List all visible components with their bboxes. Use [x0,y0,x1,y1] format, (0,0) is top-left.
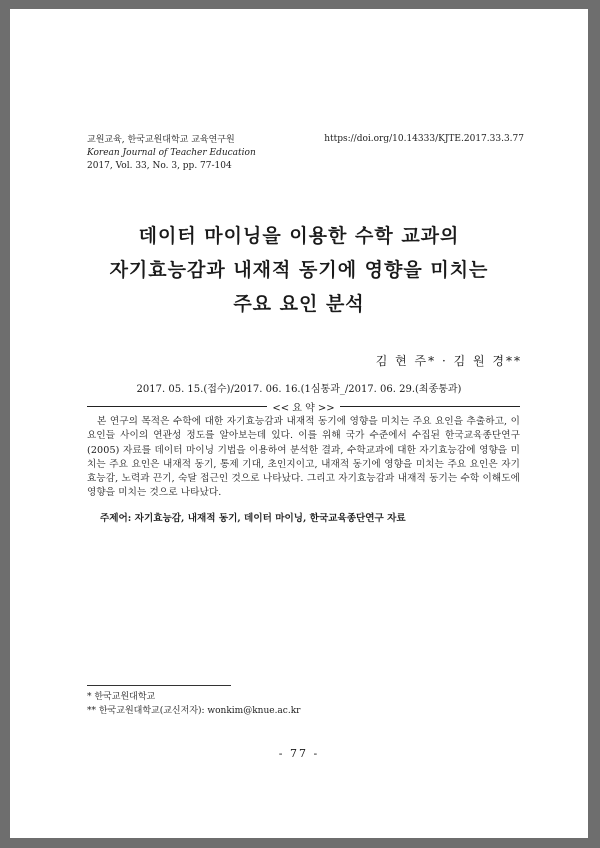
footnotes [87,690,300,718]
publisher-line: 교원교육, 한국교원대학교 교육연구원 [87,135,235,145]
paper-title [10,219,588,321]
abstract-heading [87,399,520,413]
page-number: - 77 - [278,747,320,760]
journal-name: Korean Journal of Teacher Education [87,148,256,158]
abstract-text: 본 연구의 목적은 수학에 대한 자기효능감과 내재적 동기에 영향을 미치는 주요 요인을 추출하고, 이 요인들 사이의 연관성 정도를 알아보는데 있다. 이를 위해 국가 수준에서 수집된 한국교육종단연구(2005) 자료를 데이터 마이닝 기법을 이용하여 분석한 결과, 수학교과에 대한 자기효능감에 영향을 미치는 주요 요인은 내재적 동기, 통제 기대, 초인지이고, 내재적 동기에 영향을 미치는 주요 요인은 자기효능감, 노력과 끈기, 숙달 접근인 것으로 나타났다. 그리고 자기효능감과 내재적 동기는 수학 이해도에 영향을 미치는 것으로 나타났다. [87,416,520,499]
title-line-2: 자기효능감과 내재적 동기에 영향을 미치는 [109,259,489,281]
title-line-1: 데이터 마이닝을 이용한 수학 교과의 [138,225,460,247]
journal-header [87,134,256,173]
volume-info: 2017, Vol. 33, No. 3, pp. 77-104 [87,161,232,171]
footnote-1: * 한국교원대학교 [87,692,156,702]
abstract-heading-label: << 요 약 >> [272,403,335,414]
footnote-2: ** 한국교원대학교(교신저자): wonkim@knue.ac.kr [87,706,301,716]
footnote-rule [87,685,231,686]
submission-dates: 2017. 05. 15.(접수)/2017. 06. 16.(1심통과_/2017. 06. 29.(최종통과) [136,384,462,395]
keywords: 주제어: 자기효능감, 내재적 동기, 데이터 마이닝, 한국교육종단연구 자료 [100,513,406,524]
heading-rule-right [340,406,520,407]
doi-link[interactable]: https://doi.org/10.14333/KJTE.2017.33.3.77 [324,134,524,144]
paper-page [10,9,588,838]
author-names: 김 현 주* · 김 원 경** [375,354,522,368]
title-line-3: 주요 요인 분석 [233,293,365,315]
